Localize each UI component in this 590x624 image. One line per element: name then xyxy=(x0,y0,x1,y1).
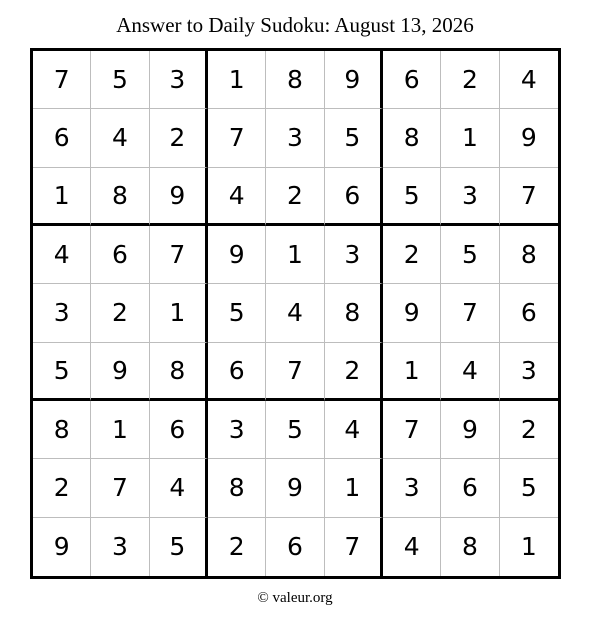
sudoku-cell-r1-c2: 5 xyxy=(91,51,149,109)
sudoku-cell-r9-c2: 3 xyxy=(91,518,149,576)
sudoku-cell-r8-c2: 7 xyxy=(91,459,149,517)
sudoku-cell-r5-c5: 4 xyxy=(266,284,324,342)
sudoku-cell-r7-c9: 2 xyxy=(500,401,558,459)
sudoku-cell-r4-c4: 9 xyxy=(208,226,266,284)
sudoku-cell-r5-c7: 9 xyxy=(383,284,441,342)
sudoku-cell-r4-c9: 8 xyxy=(500,226,558,284)
sudoku-cell-r6-c3: 8 xyxy=(150,343,208,401)
sudoku-cell-r5-c1: 3 xyxy=(33,284,91,342)
sudoku-cell-r6-c5: 7 xyxy=(266,343,324,401)
sudoku-cell-r7-c3: 6 xyxy=(150,401,208,459)
sudoku-cell-r6-c4: 6 xyxy=(208,343,266,401)
sudoku-cell-r9-c4: 2 xyxy=(208,518,266,576)
sudoku-cell-r3-c5: 2 xyxy=(266,168,324,226)
sudoku-cell-r4-c6: 3 xyxy=(325,226,383,284)
sudoku-cell-r1-c5: 8 xyxy=(266,51,324,109)
sudoku-cell-r8-c8: 6 xyxy=(441,459,499,517)
sudoku-cell-r4-c8: 5 xyxy=(441,226,499,284)
sudoku-cell-r9-c6: 7 xyxy=(325,518,383,576)
sudoku-cell-r7-c6: 4 xyxy=(325,401,383,459)
sudoku-cell-r7-c1: 8 xyxy=(33,401,91,459)
sudoku-cell-r6-c8: 4 xyxy=(441,343,499,401)
sudoku-cell-r7-c7: 7 xyxy=(383,401,441,459)
sudoku-cell-r6-c6: 2 xyxy=(325,343,383,401)
sudoku-cell-r8-c3: 4 xyxy=(150,459,208,517)
sudoku-cell-r3-c7: 5 xyxy=(383,168,441,226)
sudoku-cell-r9-c9: 1 xyxy=(520,532,537,562)
sudoku-cell-r7-c8: 9 xyxy=(441,401,499,459)
sudoku-cell-r9-c3: 5 xyxy=(150,518,208,576)
sudoku-cell-r9-c7: 4 xyxy=(383,518,441,576)
sudoku-cell-r9-c1: 9 xyxy=(33,518,91,576)
sudoku-cell-r8-c4: 8 xyxy=(208,459,266,517)
sudoku-cell-r3-c1: 1 xyxy=(33,168,91,226)
sudoku-cell-r8-c9: 5 xyxy=(500,459,558,517)
sudoku-cell-r8-c5: 9 xyxy=(266,459,324,517)
sudoku-cell-r1-c4: 1 xyxy=(208,51,266,109)
sudoku-cell-r8-c7: 3 xyxy=(383,459,441,517)
sudoku-cell-r1-c1: 7 xyxy=(33,51,91,109)
sudoku-cell-r2-c8: 1 xyxy=(441,109,499,167)
sudoku-cell-r4-c2: 6 xyxy=(91,226,149,284)
sudoku-cell-r5-c8: 7 xyxy=(441,284,499,342)
sudoku-cell-r8-c6: 1 xyxy=(325,459,383,517)
sudoku-cell-r1-c8: 2 xyxy=(441,51,499,109)
sudoku-cell-r7-c2: 1 xyxy=(91,401,149,459)
sudoku-cell-r3-c4: 4 xyxy=(208,168,266,226)
sudoku-cell-r3-c8: 3 xyxy=(441,168,499,226)
sudoku-cell-r3-c2: 8 xyxy=(91,168,149,226)
puzzle-title: Answer to Daily Sudoku: August 13, 2026 xyxy=(116,13,474,37)
sudoku-cell-r3-c9: 7 xyxy=(500,168,558,226)
sudoku-cell-r4-c5: 1 xyxy=(266,226,324,284)
sudoku-cell-r5-c2: 2 xyxy=(91,284,149,342)
sudoku-cell-r6-c2: 9 xyxy=(91,343,149,401)
sudoku-cell-r2-c6: 5 xyxy=(325,109,383,167)
sudoku-cell-r4-c7: 2 xyxy=(383,226,441,284)
sudoku-cell-r6-c9: 3 xyxy=(500,343,558,401)
sudoku-cell-r6-c1: 5 xyxy=(33,343,91,401)
sudoku-cell-r2-c3: 2 xyxy=(150,109,208,167)
sudoku-cell-r7-c4: 3 xyxy=(208,401,266,459)
sudoku-cell-r9-c5: 6 xyxy=(266,518,324,576)
sudoku-cell-r1-c6: 9 xyxy=(325,51,383,109)
sudoku-cell-r5-c9: 6 xyxy=(500,284,558,342)
sudoku-cell-r3-c3: 9 xyxy=(150,168,208,226)
sudoku-board xyxy=(30,48,561,579)
sudoku-cell-r6-c7: 1 xyxy=(383,343,441,401)
sudoku-cell-r1-c9: 4 xyxy=(500,51,558,109)
sudoku-cell-r7-c5: 5 xyxy=(266,401,324,459)
sudoku-cell-r5-c3: 1 xyxy=(150,284,208,342)
sudoku-cell-r2-c1: 6 xyxy=(33,109,91,167)
sudoku-cell-r3-c6: 6 xyxy=(325,168,383,226)
sudoku-cell-r2-c7: 8 xyxy=(383,109,441,167)
sudoku-cell-r2-c2: 4 xyxy=(91,109,149,167)
copyright-footer: © valeur.org xyxy=(257,590,333,606)
sudoku-cell-r5-c6: 8 xyxy=(325,284,383,342)
sudoku-cell-r5-c4: 5 xyxy=(208,284,266,342)
sudoku-cell-r9-c8: 8 xyxy=(441,518,499,576)
sudoku-cell-r8-c1: 2 xyxy=(33,459,91,517)
sudoku-cell-r2-c9: 9 xyxy=(500,109,558,167)
sudoku-cell-r1-c7: 6 xyxy=(383,51,441,109)
sudoku-cell-r1-c3: 3 xyxy=(150,51,208,109)
sudoku-cell-r4-c1: 4 xyxy=(33,226,91,284)
sudoku-cell-r2-c5: 3 xyxy=(266,109,324,167)
sudoku-cell-r2-c4: 7 xyxy=(208,109,266,167)
sudoku-cell-r4-c3: 7 xyxy=(150,226,208,284)
